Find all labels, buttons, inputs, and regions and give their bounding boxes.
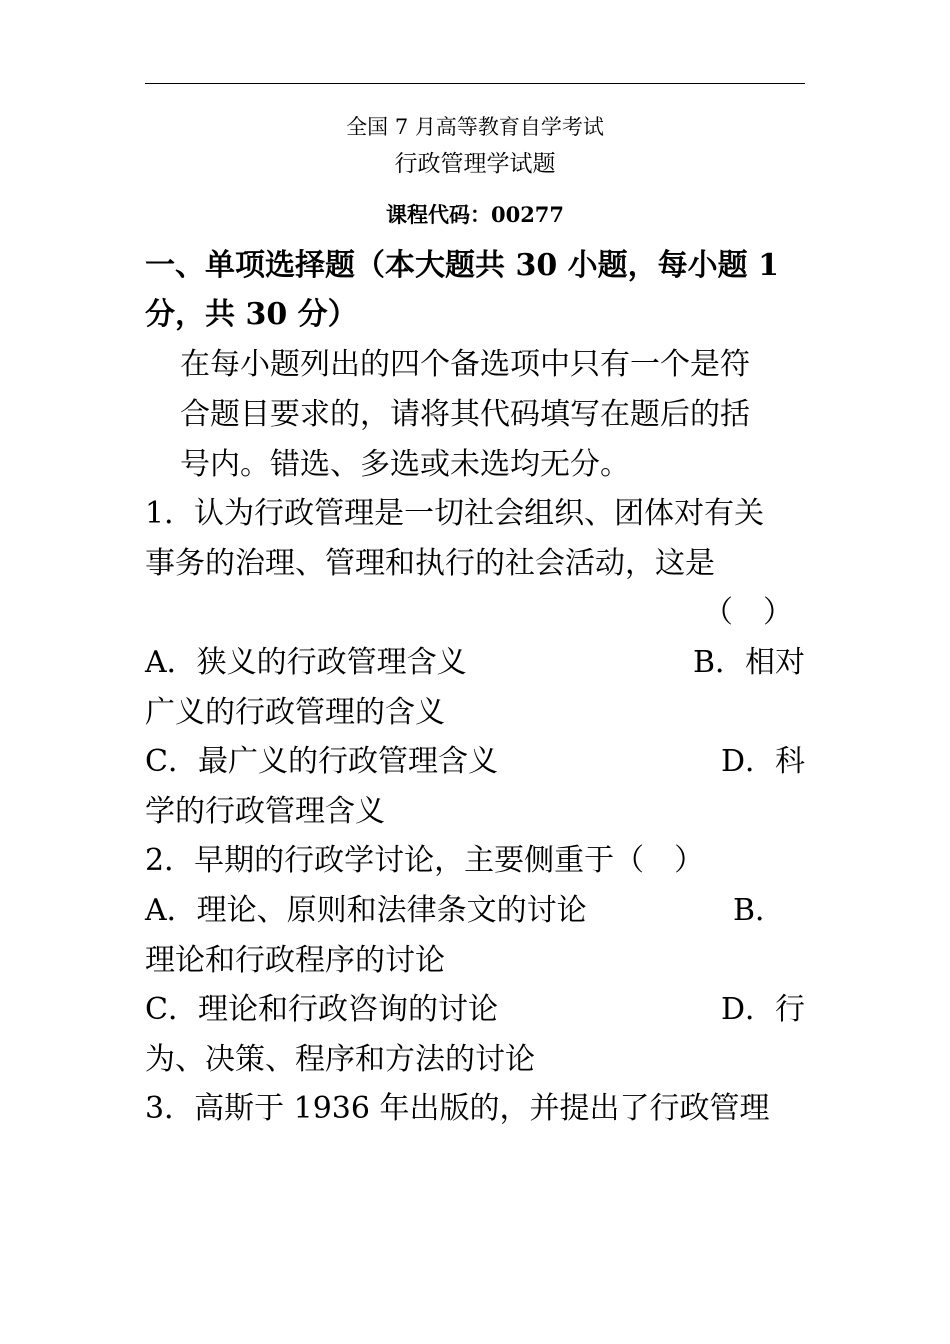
q2-options-ab (145, 891, 805, 931)
q2-stem-line1: 2．早期的行政学讨论，主要侧重于（ ） (145, 843, 705, 878)
header-rule (145, 83, 805, 84)
exam-title: 全国 7 月高等教育自学考试 (346, 115, 604, 139)
section-title-line2: 分，共 30 分） (145, 297, 358, 332)
instruction-line3: 号内。错选、多选或未选均无分。 (180, 447, 630, 482)
q2-option-b-tail: 理论和行政程序的讨论 (145, 943, 445, 978)
q1-option-d-head: D．科 (720, 744, 805, 779)
q1-option-a: A．狭义的行政管理含义 (145, 645, 467, 680)
q3-stem-line1: 3．高斯于 1936 年出版的，并提出了行政管理 (145, 1091, 770, 1126)
q1-answer-paren: （ ） (703, 595, 793, 630)
q2-options-cd (145, 990, 805, 1030)
q1-stem-line1: 1．认为行政管理是一切社会组织、团体对有关 (145, 496, 765, 531)
q1-option-d-tail: 学的行政管理含义 (145, 794, 385, 829)
q2-option-d-tail: 为、决策、程序和方法的讨论 (145, 1042, 535, 1077)
q2-option-a: A．理论、原则和法律条文的讨论 (145, 893, 587, 928)
instruction-line1: 在每小题列出的四个备选项中只有一个是符 (180, 347, 750, 382)
course-code: 课程代码：00277 (385, 202, 565, 227)
q1-option-b-head: B．相对 (692, 645, 805, 680)
section-title-line1: 一、单项选择题（本大题共 30 小题，每小题 1 (145, 248, 779, 283)
q1-stem-line2: 事务的治理、管理和执行的社会活动，这是 (145, 546, 715, 581)
exam-subject: 行政管理学试题 (394, 151, 556, 177)
q1-options-ab (145, 643, 805, 683)
q2-option-c: C．理论和行政咨询的讨论 (145, 992, 498, 1027)
q2-option-d-head: D．行 (720, 992, 805, 1027)
q1-options-cd (145, 742, 805, 782)
instruction-line2: 合题目要求的，请将其代码填写在题后的括 (180, 397, 750, 432)
q1-option-b-tail: 广义的行政管理的含义 (145, 695, 445, 730)
q2-option-b-head: B． (732, 893, 785, 928)
q1-option-c: C．最广义的行政管理含义 (145, 744, 498, 779)
